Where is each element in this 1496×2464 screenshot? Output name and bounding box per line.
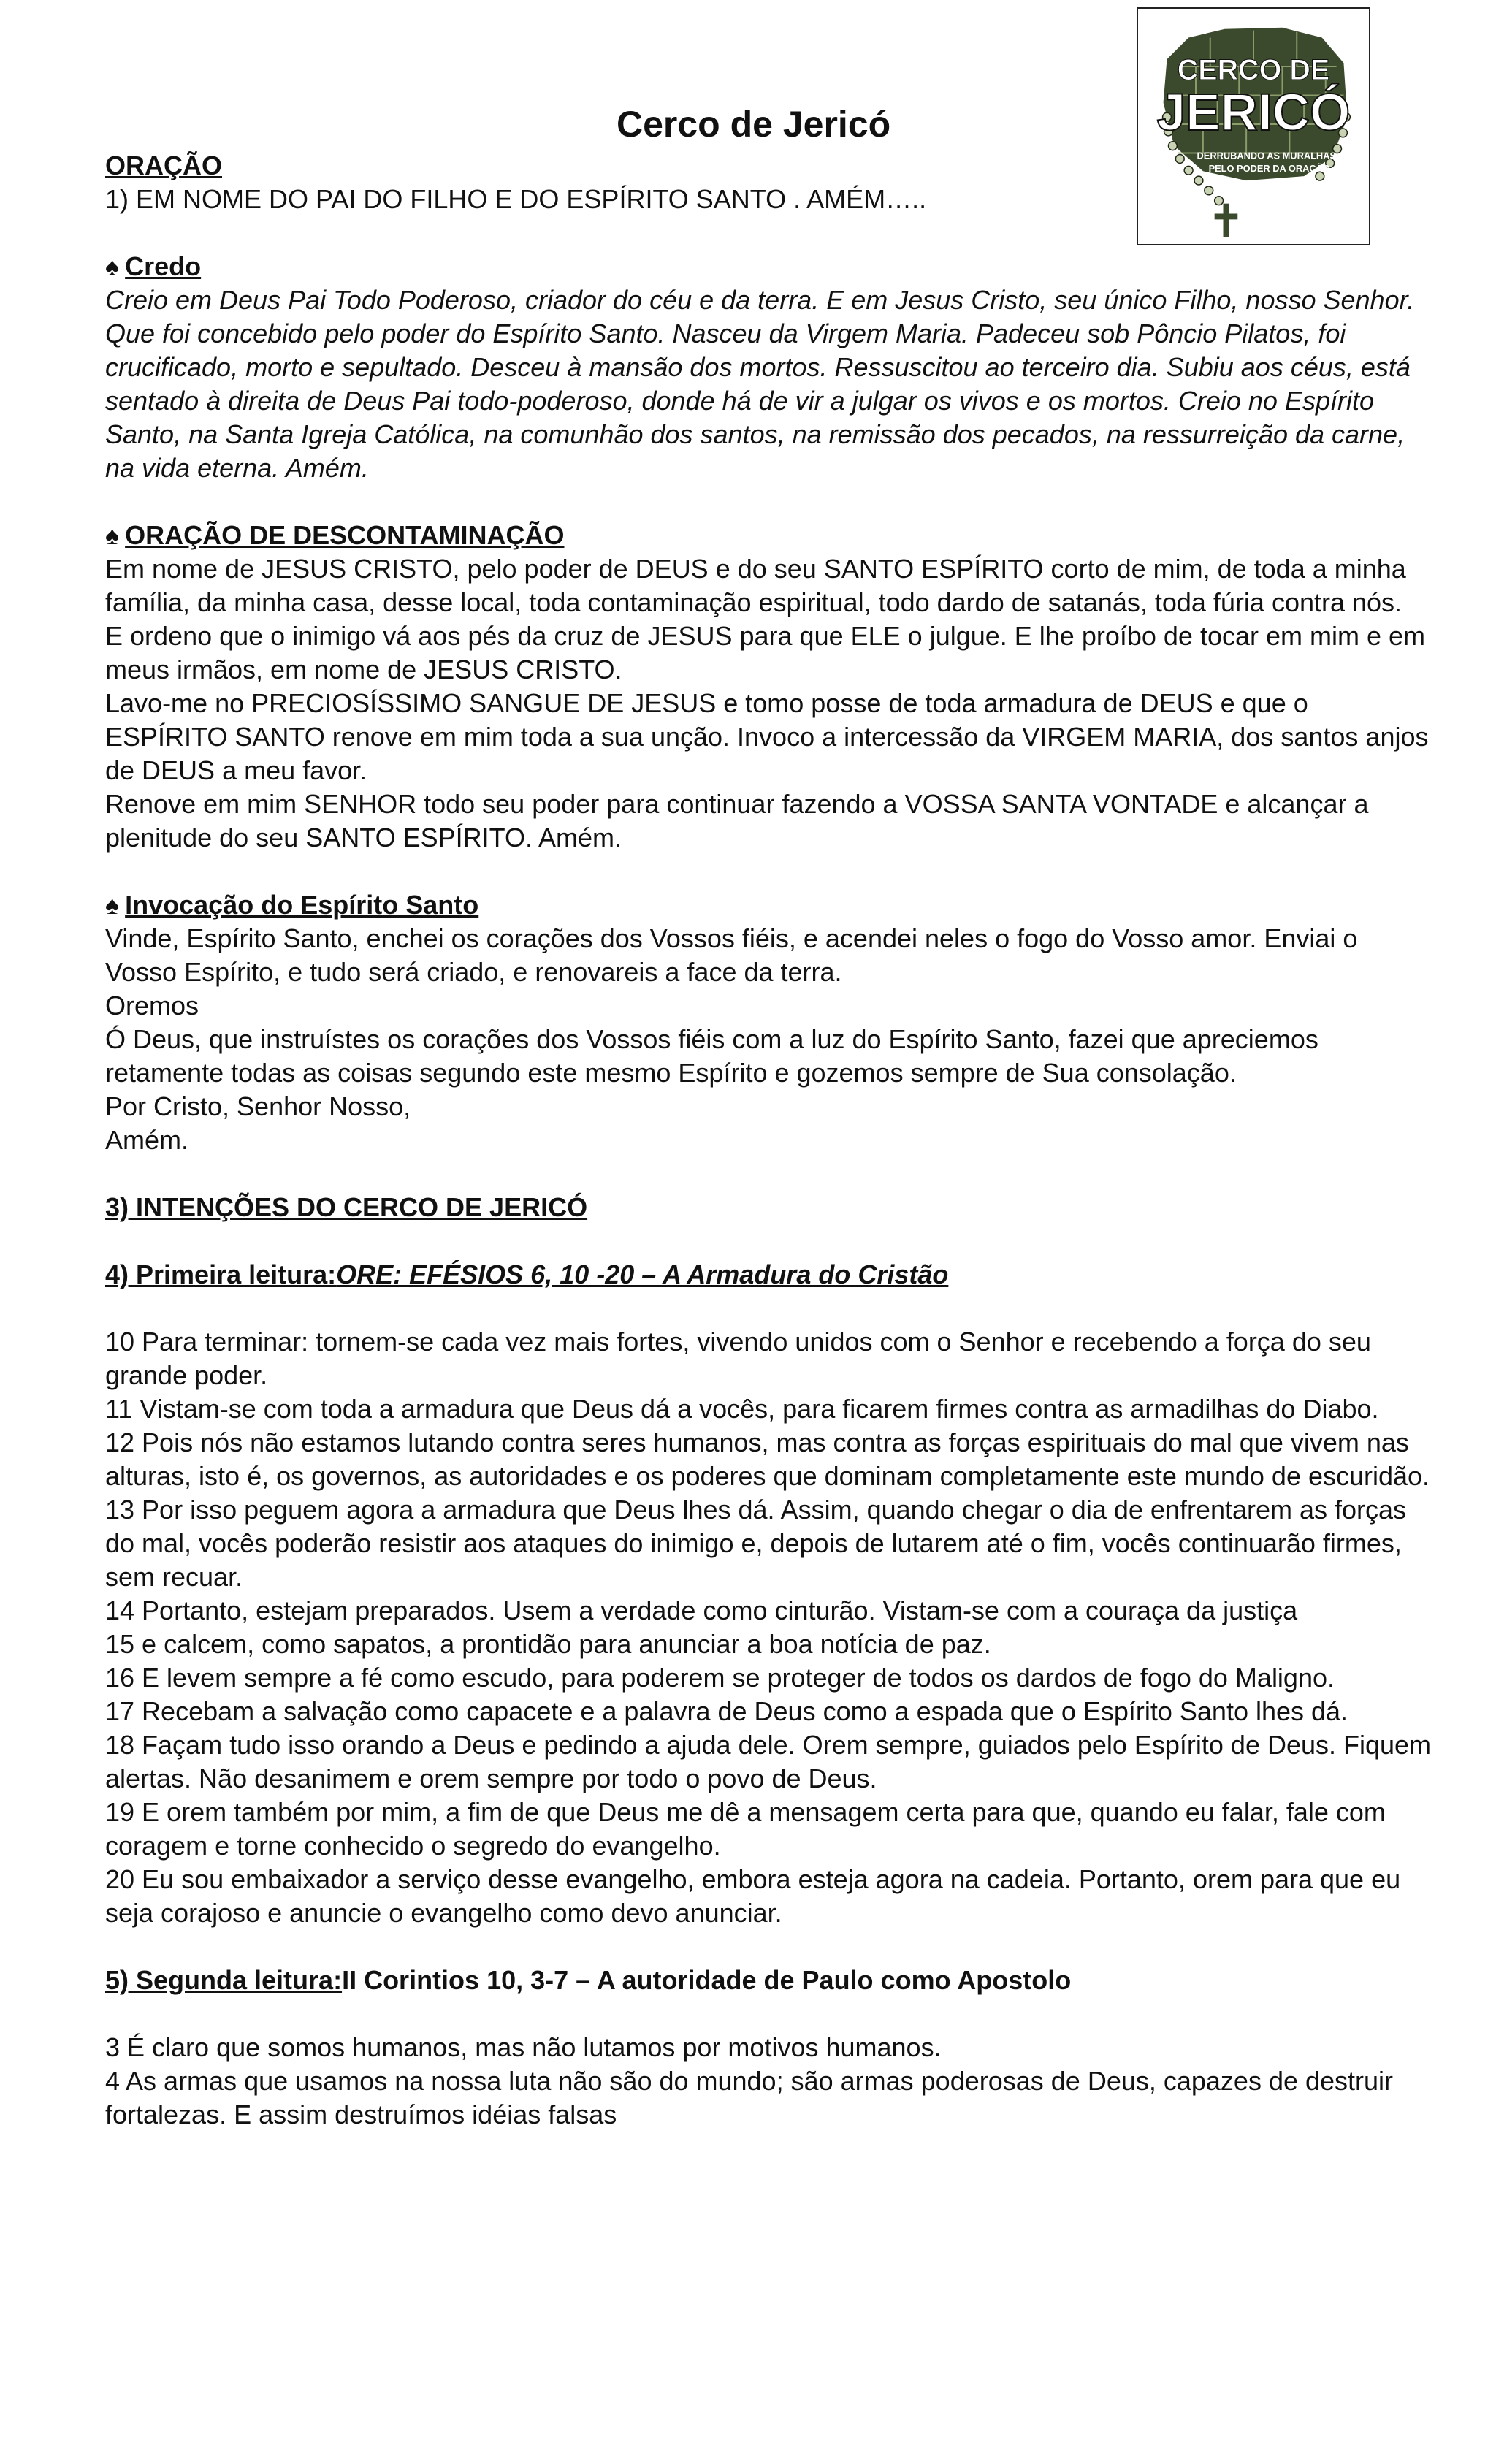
verse: 13 Por isso peguem agora a armadura que Deus lhes dá. Assim, quando chegar o dia de enfrentarem as forças do mal, vocês poderão resistir aos ataques do inimigo e, depois de lutarem até o fim, vocês continuarão firmes, sem recuar. [105, 1495, 1407, 1592]
verse: 3 É claro que somos humanos, mas não lutamos por motivos humanos. [105, 2032, 942, 2062]
logo-line3: DERRUBANDO AS MURALHAS [1197, 150, 1337, 161]
invocacao-paragraph: Amém. [105, 1125, 189, 1155]
verse: 10 Para terminar: tornem-se cada vez mais fortes, vivendo unidos com o Senhor e recebendo a força do seu grande poder. [105, 1327, 1371, 1390]
oracao-heading: ORAÇÃO [105, 150, 222, 180]
segunda-leitura-label: 5) Segunda leitura: [105, 1965, 343, 1995]
primeira-leitura-heading [105, 1258, 1435, 1292]
invocacao-paragraph: Ó Deus, que instruístes os corações dos Vossos fiéis com a luz do Espírito Santo, fazei que apreciemos retamente todas as coisas segundo este mesmo Espírito e gozemos sempre de Sua consolação. [105, 1024, 1318, 1088]
verse: 14 Portanto, estejam preparados. Usem a verdade como cinturão. Vistam-se com a couraça da justiça [105, 1595, 1298, 1625]
verse: 16 E levem sempre a fé como escudo, para poderem se proteger de todos os dardos de fogo do Maligno. [105, 1663, 1335, 1693]
verse: 15 e calcem, como sapatos, a prontidão para anunciar a boa notícia de paz. [105, 1629, 991, 1659]
verse: 11 Vistam-se com toda a armadura que Deus dá a vocês, para ficarem firmes contra as armadilhas do Diabo. [105, 1394, 1379, 1424]
document-title: Cerco de Jericó [617, 104, 891, 145]
descontaminacao-paragraph: Em nome de JESUS CRISTO, pelo poder de DEUS e do seu SANTO ESPÍRITO corto de mim, de toda a minha família, da minha casa, desse local, toda contaminação espiritual, todo dardo de satanás, toda fúria contra nós. [105, 554, 1406, 617]
verse: 18 Façam tudo isso orando a Deus e pedindo a ajuda dele. Orem sempre, guiados pelo Espírito de Deus. Fiquem alertas. Não desanimem e orem sempre por todo o povo de Deus. [105, 1730, 1432, 1793]
invocacao-heading: Invocação do Espírito Santo [125, 890, 479, 920]
descontaminacao-paragraph: Lavo-me no PRECIOSÍSSIMO SANGUE DE JESUS e tomo posse de toda armadura de DEUS e que o ESPÍRITO SANTO renove em mim toda a sua unção. Invoco a intercessão da VIRGEM MARIA, dos santos anjos de DEUS a meu favor. [105, 688, 1429, 785]
credo-text: Creio em Deus Pai Todo Poderoso, criador do céu e da terra. E em Jesus Cristo, seu único Filho, nosso Senhor. Que foi concebido pelo poder do Espírito Santo. Nasceu da Virgem Maria. Padeceu sob Pôncio Pilatos, foi crucificado, morto e sepultado. Desceu à mansão dos mortos. Ressuscitou ao terceiro dia. Subiu aos céus, está sentado à direita de Deus Pai todo-poderoso, donde há de vir a julgar os vivos e os mortos. Creio no Espírito Santo, na Santa Igreja Católica, na comunhão dos santos, na remissão dos pecados, na ressurreição da carne, na vida eterna. Amém. [105, 285, 1415, 483]
logo-line2: JERICÓ [1156, 83, 1351, 142]
descontaminacao-heading: ORAÇÃO DE DESCONTAMINAÇÃO [125, 520, 565, 550]
invocacao-paragraph: Por Cristo, Senhor Nosso, [105, 1091, 411, 1121]
invocacao-paragraph: Vinde, Espírito Santo, enchei os corações dos Vossos fiéis, e acendei neles o fogo do Vosso amor. Enviai o Vosso Espírito, e tudo será criado, e renovareis a face da terra. [105, 923, 1358, 987]
verse: 20 Eu sou embaixador a serviço desse evangelho, embora esteja agora na cadeia. Portanto, orem para que eu seja corajoso e anuncie o evangelho como devo anunciar. [105, 1864, 1401, 1928]
credo-heading-row [105, 250, 1435, 283]
descontaminacao-paragraph: Renove em mim SENHOR todo seu poder para continuar fazendo a VOSSA SANTA VONTADE e alcançar a plenitude do seu SANTO ESPÍRITO. Amém. [105, 789, 1369, 853]
logo-line4: PELO PODER DA ORAÇÃO [1208, 163, 1330, 175]
primeira-leitura-label: 4) Primeira leitura: [105, 1259, 337, 1289]
primeira-leitura-ref: ORE: EFÉSIOS 6, 10 -20 – A Armadura do Cristão [336, 1259, 949, 1289]
segunda-leitura-ref: II Corintios 10, 3-7 – A autoridade de Paulo como Apostolo [342, 1965, 1072, 1995]
invocacao-paragraph: Oremos [105, 991, 199, 1021]
descontaminacao-heading-row [105, 519, 1435, 552]
credo-heading: Credo [125, 251, 202, 281]
verse: 4 As armas que usamos na nossa luta não são do mundo; são armas poderosas de Deus, capazes de destruir fortalezas. E assim destruímos idéias falsas [105, 2066, 1394, 2129]
logo-line1: CERCO DE [1177, 53, 1330, 86]
verse: 12 Pois nós não estamos lutando contra seres humanos, mas contra as forças espirituais do mal que vivem nas alturas, isto é, os governos, as autoridades e os poderes que dominam completamente este mundo de escuridão. [105, 1427, 1430, 1491]
descontaminacao-paragraph: E ordeno que o inimigo vá aos pés da cruz de JESUS para que ELE o julgue. E lhe proíbo de tocar em mim e em meus irmãos, em nome de JESUS CRISTO. [105, 621, 1426, 684]
verse: 19 E orem também por mim, a fim de que Deus me dê a mensagem certa para que, quando eu falar, fale com coragem e torne conhecido o segredo do evangelho. [105, 1797, 1386, 1861]
document-content [105, 149, 1435, 2132]
verse: 17 Recebam a salvação como capacete e a palavra de Deus como a espada que o Espírito Santo lhes dá. [105, 1696, 1348, 1726]
spade-icon: ♠ [105, 520, 120, 550]
segunda-leitura-heading [105, 1964, 1435, 1997]
intencoes-heading: 3) INTENÇÕES DO CERCO DE JERICÓ [105, 1192, 588, 1222]
invocacao-heading-row [105, 888, 1435, 922]
spade-icon: ♠ [105, 890, 120, 920]
spade-icon: ♠ [105, 251, 120, 281]
oracao-line: 1) EM NOME DO PAI DO FILHO E DO ESPÍRITO SANTO . AMÉM….. [105, 184, 927, 214]
